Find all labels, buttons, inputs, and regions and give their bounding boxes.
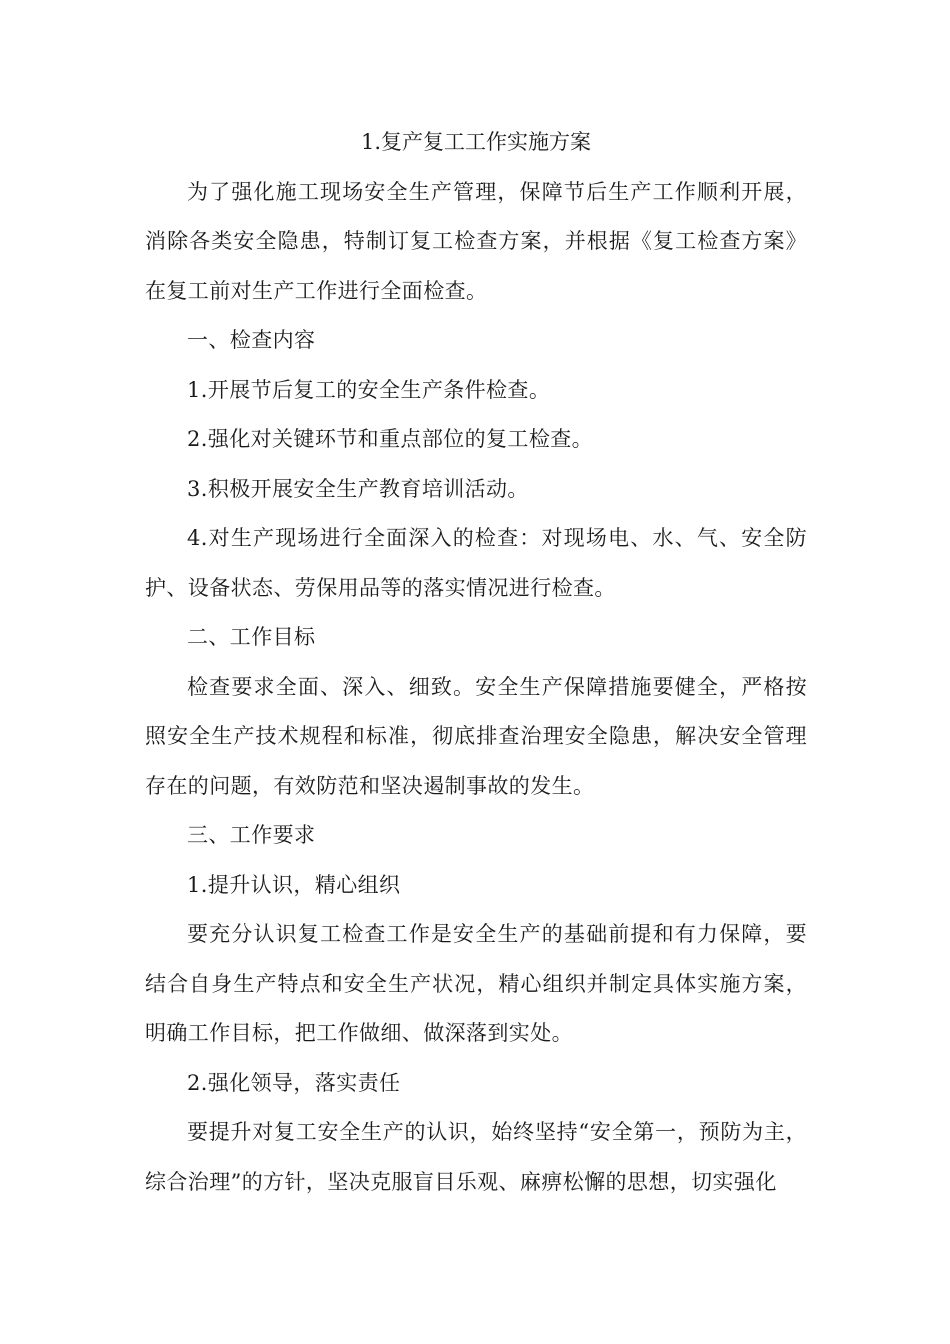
paragraph-goals: 检查要求全面、深入、细致。安全生产保障措施要健全，严格按照安全生产技术规程和标准，彻底排查治理安全隐患，解决安全管理存在的问题，有效防范和坚决遏制事故的发生。: [145, 674, 807, 798]
paragraph-requirement-1: 要充分认识复工检查工作是安全生产的基础前提和有力保障，要结合自身生产特点和安全生产状况，精心组织并制定具体实施方案，明确工作目标，把工作做细、做深落到实处。: [145, 922, 807, 1045]
subheading-requirement-2: 2.强化领导，落实责任: [187, 1070, 401, 1095]
list-item-1: 1.开展节后复工的安全生产条件检查。: [187, 377, 551, 402]
heading-work-goals: 二、工作目标: [187, 625, 316, 649]
subheading-requirement-1: 1.提升认识，精心组织: [187, 872, 401, 897]
list-item-3: 3.积极开展安全生产教育培训活动。: [187, 476, 529, 501]
paragraph-intro: 为了强化施工现场安全生产管理，保障节后生产工作顺利开展，消除各类安全隐患，特制订复工检查方案，并根据《复工检查方案》在复工前对生产工作进行全面检查。: [145, 179, 807, 303]
heading-work-requirements: 三、工作要求: [187, 823, 316, 847]
list-item-4: 4.对生产现场进行全面深入的检查：对现场电、水、气、安全防护、设备状态、劳保用品等的落实情况进行检查。: [145, 526, 807, 600]
document-title: 1.复产复工工作实施方案: [360, 130, 592, 154]
list-item-2: 2.强化对关键环节和重点部位的复工检查。: [187, 427, 594, 451]
document-body: [145, 118, 807, 1207]
heading-inspection-content: 一、检查内容: [187, 328, 316, 352]
paragraph-requirement-2: 要提升对复工安全生产的认识，始终坚持“安全第一，预防为主，综合治理”的方针，坚决克服盲目乐观、麻痹松懈的思想，切实强化: [145, 1120, 807, 1194]
